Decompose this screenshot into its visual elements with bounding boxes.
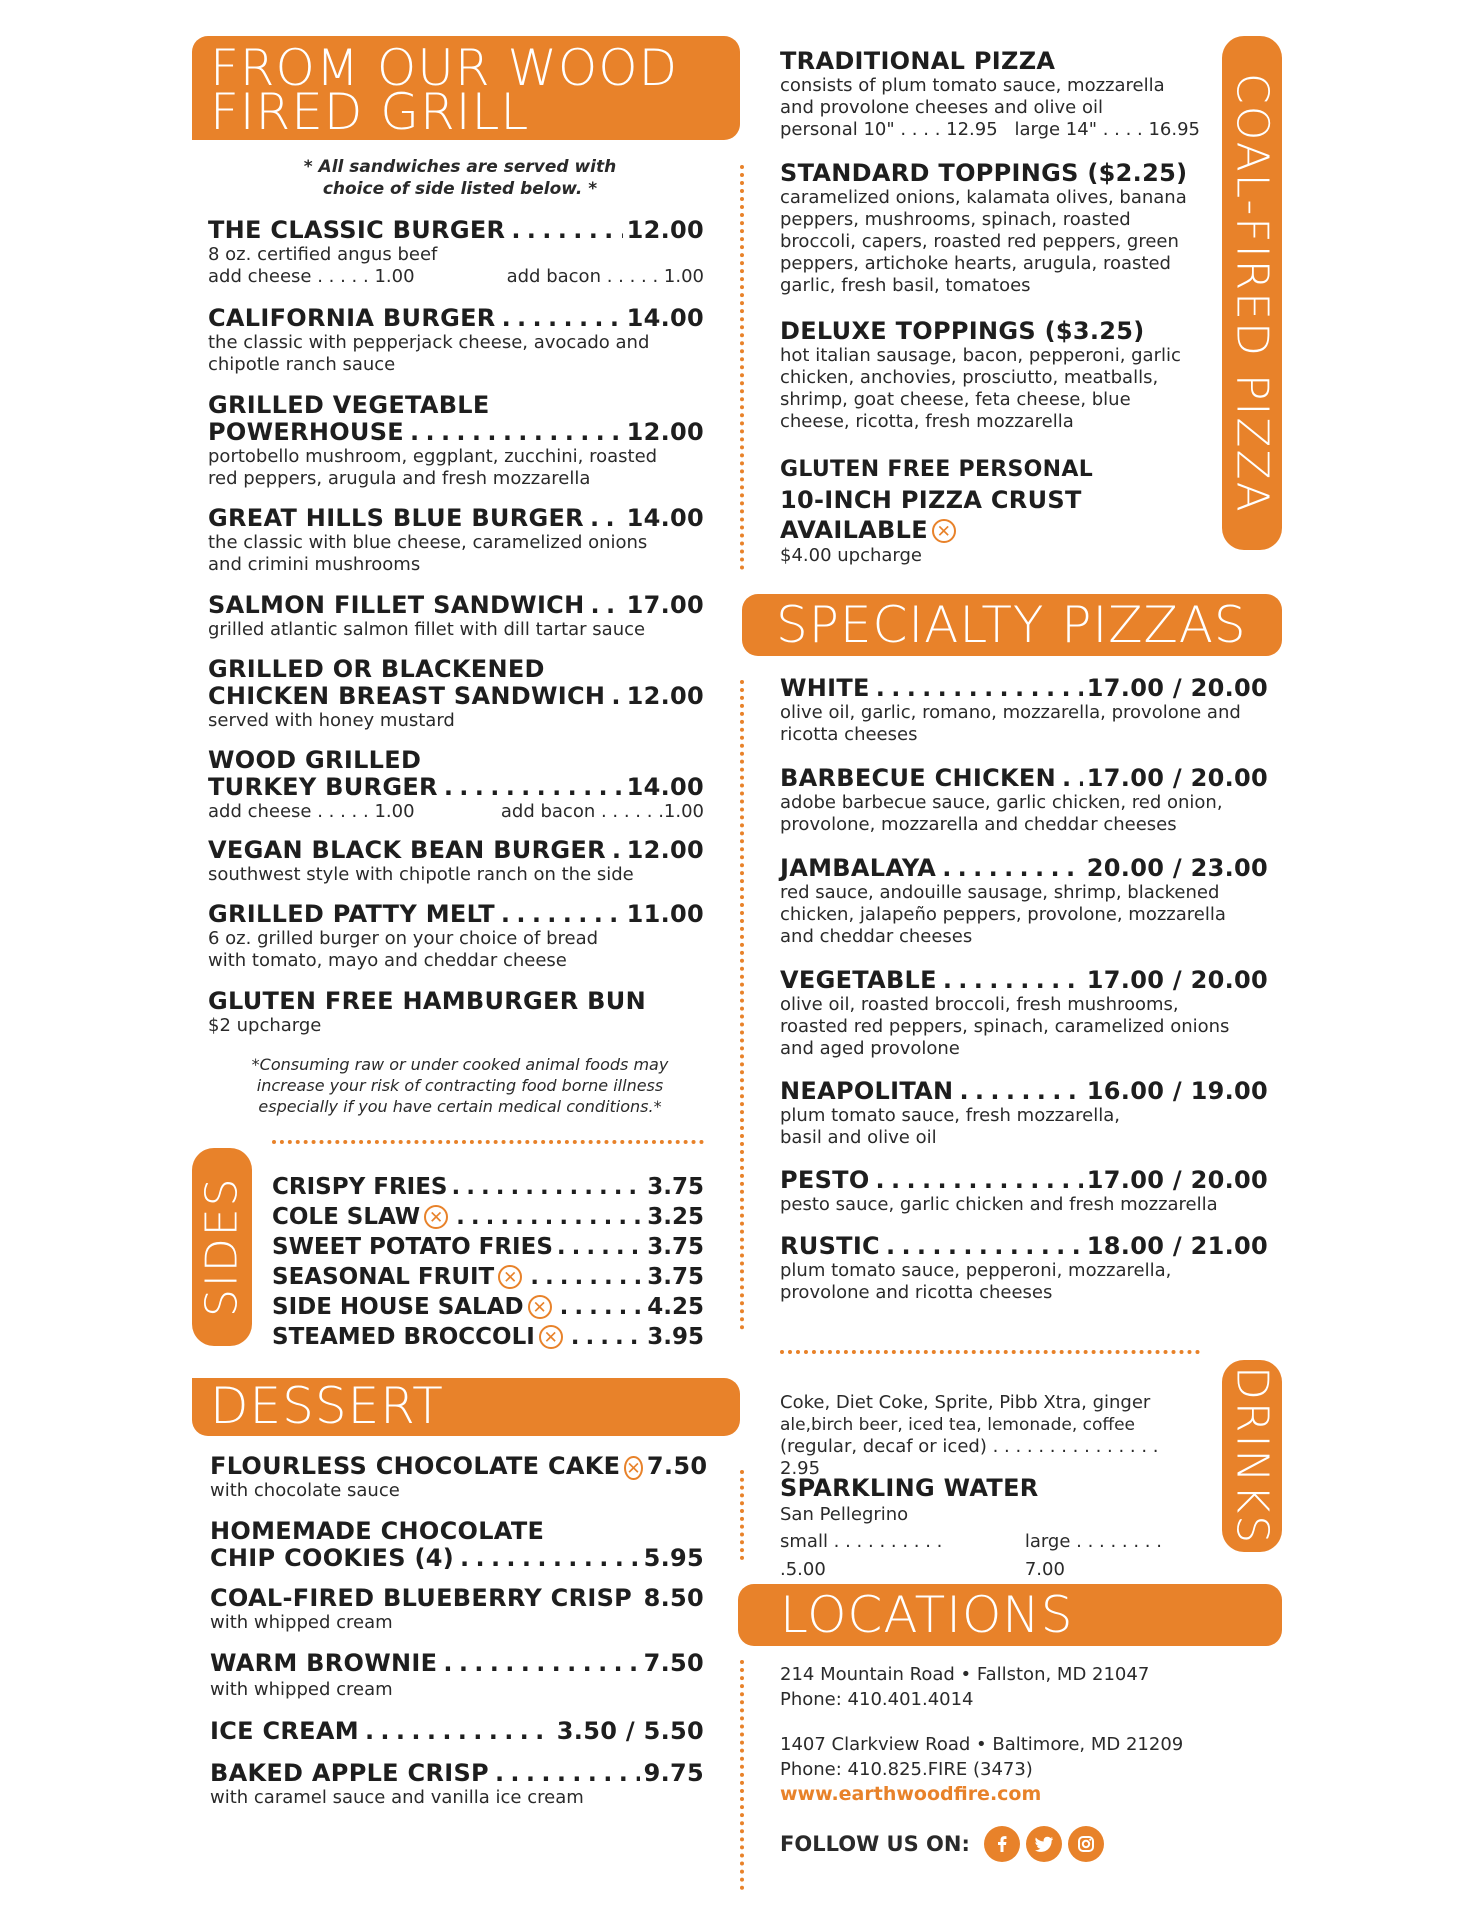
item-price: 7.50 <box>646 1452 708 1480</box>
instagram-icon[interactable] <box>1068 1826 1104 1862</box>
item-desc: consists of plum tomato sauce, mozzarella <box>780 75 1165 96</box>
item-name: AVAILABLE <box>780 516 928 544</box>
item-desc: red sauce, andouille sausage, shrimp, blackened <box>780 882 1220 903</box>
item-price: 8.50 <box>643 1584 704 1612</box>
dessert-ice-cream <box>210 1718 704 1745</box>
grill-title-line2: FIRED GRILL <box>210 83 530 141</box>
drinks-sparkling-water <box>780 1475 1200 1584</box>
item-desc: shrimp, goat cheese, feta cheese, blue <box>780 389 1131 410</box>
item-desc: the classic with blue cheese, caramelized onions <box>208 532 648 553</box>
dessert-brownie <box>210 1650 704 1701</box>
location-phone: Phone: 410.401.4014 <box>780 1689 974 1710</box>
item-desc: with whipped cream <box>210 1679 393 1700</box>
warning-line: increase your risk of contracting food borne illness <box>256 1076 664 1095</box>
item-desc: 6 oz. grilled burger on your choice of bread <box>208 928 599 949</box>
grill-banner <box>192 36 740 140</box>
side-name: CRISPY FRIES <box>272 1174 448 1200</box>
menu-item-gf-bun <box>208 988 704 1037</box>
item-price: 12.00 <box>626 682 704 710</box>
item-desc: adobe barbecue sauce, garlic chicken, red onion, <box>780 792 1223 813</box>
item-desc: basil and olive oil <box>780 1127 937 1148</box>
side-item <box>272 1322 704 1352</box>
grill-note-line2: choice of side listed below. * <box>322 179 598 199</box>
location-baltimore <box>780 1732 1220 1807</box>
raw-food-warning <box>210 1054 710 1117</box>
gf-available-line <box>780 515 1200 545</box>
item-extra-left: add cheese . . . . . 1.00 <box>208 801 415 822</box>
item-price: 3.50 / 5.50 <box>556 1717 704 1745</box>
menu-item-vegan-burger <box>208 837 704 886</box>
sides-title: SIDES <box>196 1176 248 1318</box>
pizza-standard-toppings <box>780 160 1200 297</box>
item-desc: and crimini mushrooms <box>208 554 421 575</box>
item-price: 17.00 <box>626 591 704 619</box>
item-price: 20.00 / 23.00 <box>1086 854 1268 882</box>
item-extra-left: add cheese . . . . . 1.00 <box>208 266 415 287</box>
grill-title-line1: FROM OUR WOOD <box>210 39 679 97</box>
menu-item-california-burger <box>208 305 704 376</box>
side-price: 4.25 <box>647 1294 704 1320</box>
item-price: 14.00 <box>626 304 704 332</box>
item-desc: Coke, Diet Coke, Sprite, Pibb Xtra, ginger <box>780 1392 1151 1413</box>
item-desc: cheese, ricotta, fresh mozzarella <box>780 411 1074 432</box>
item-desc: pesto sauce, garlic chicken and fresh mozzarella <box>780 1194 1218 1215</box>
item-desc: with whipped cream <box>210 1612 393 1633</box>
item-desc: chicken, jalapeño peppers, provolone, mozzarella <box>780 904 1226 925</box>
menu-item-chicken-breast <box>208 656 704 732</box>
menu-item-turkey-burger <box>208 747 704 823</box>
follow-label: FOLLOW US ON: <box>780 1832 970 1856</box>
item-desc: peppers, mushrooms, spinach, roasted <box>780 209 1131 230</box>
item-price: 17.00 / 20.00 <box>1086 1166 1268 1194</box>
item-name: STANDARD TOPPINGS ($2.25) <box>780 159 1188 187</box>
location-address: 214 Mountain Road • Fallston, MD 21047 <box>780 1664 1150 1685</box>
specialty-rustic <box>780 1233 1268 1304</box>
item-price: 5.95 <box>643 1544 704 1572</box>
dessert-title: DESSERT <box>210 1377 444 1435</box>
item-name: VEGETABLE <box>780 966 937 994</box>
item-desc: roasted red peppers, spinach, caramelized onions <box>780 1016 1230 1037</box>
website-link[interactable]: www.earthwoodfire.com <box>780 1783 1042 1805</box>
item-extra-left: personal 10" . . . . 12.95 <box>780 119 998 140</box>
item-price: 11.00 <box>626 900 704 928</box>
sides-banner <box>192 1148 252 1346</box>
side-price: 3.75 <box>647 1264 704 1290</box>
follow-us <box>780 1826 1104 1862</box>
side-item <box>272 1262 704 1292</box>
item-name: GREAT HILLS BLUE BURGER <box>208 504 584 532</box>
item-desc: and cheddar cheeses <box>780 926 973 947</box>
item-desc: garlic, fresh basil, tomatoes <box>780 275 1031 296</box>
menu-item-salmon <box>208 592 704 641</box>
item-desc: broccoli, capers, roasted red peppers, green <box>780 231 1179 252</box>
dessert-blueberry-crisp <box>210 1585 704 1634</box>
item-name: SPARKLING WATER <box>780 1474 1039 1502</box>
grill-note <box>210 156 710 200</box>
gluten-free-icon: ✕ <box>528 1295 552 1319</box>
side-name: STEAMED BROCCOLI <box>272 1324 535 1350</box>
dessert-cookies <box>210 1518 704 1572</box>
item-name: POWERHOUSE <box>208 418 404 446</box>
item-price: 18.00 / 21.00 <box>1086 1232 1268 1260</box>
item-desc: chicken, anchovies, prosciutto, meatballs, <box>780 367 1159 388</box>
item-desc: red peppers, arugula and fresh mozzarella <box>208 468 591 489</box>
item-desc: peppers, artichoke hearts, arugula, roasted <box>780 253 1171 274</box>
item-desc: with tomato, mayo and cheddar cheese <box>208 950 567 971</box>
menu-item-great-hills <box>208 505 704 576</box>
item-desc: olive oil, roasted broccoli, fresh mushrooms, <box>780 994 1179 1015</box>
locations-title: LOCATIONS <box>780 1586 1074 1644</box>
item-desc: hot italian sausage, bacon, pepperoni, garlic <box>780 345 1181 366</box>
item-desc: served with honey mustard <box>208 710 455 731</box>
item-price: 12.00 <box>626 836 704 864</box>
side-price: 3.75 <box>647 1234 704 1260</box>
menu-item-grilled-vegetable <box>208 392 704 490</box>
facebook-icon[interactable] <box>984 1826 1020 1862</box>
item-desc: (regular, decaf or iced) . . . . . . . . . . . . . . . 2.95 <box>780 1436 1159 1479</box>
item-price: 12.00 <box>626 216 704 244</box>
item-name: GRILLED OR BLACKENED <box>208 655 545 683</box>
twitter-icon[interactable] <box>1026 1826 1062 1862</box>
side-name: SIDE HOUSE SALAD <box>272 1294 524 1320</box>
item-name: SALMON FILLET SANDWICH <box>208 591 585 619</box>
specialty-white <box>780 675 1268 746</box>
dessert-apple-crisp <box>210 1760 704 1809</box>
specialty-banner <box>742 594 1282 656</box>
item-desc: caramelized onions, kalamata olives, banana <box>780 187 1187 208</box>
item-name: ICE CREAM <box>210 1717 359 1745</box>
location-fallston <box>780 1662 1220 1712</box>
item-name: GRILLED PATTY MELT <box>208 900 495 928</box>
item-extra-right: add bacon . . . . . 1.00 <box>506 266 704 287</box>
dessert-banner <box>192 1378 740 1436</box>
pizza-banner <box>1222 36 1282 550</box>
item-name: HOMEMADE CHOCOLATE <box>210 1517 545 1545</box>
item-name: NEAPOLITAN <box>780 1077 954 1105</box>
gluten-free-icon: ✕ <box>424 1205 448 1229</box>
gluten-free-icon: ✕ <box>932 519 956 543</box>
gluten-free-icon: ✕ <box>624 1456 643 1480</box>
item-desc: with chocolate sauce <box>210 1480 400 1501</box>
item-extra-right: add bacon . . . . . .1.00 <box>500 801 704 822</box>
item-price: 9.75 <box>643 1759 704 1787</box>
item-desc: chipotle ranch sauce <box>208 354 396 375</box>
warning-line: *Consuming raw or under cooked animal foods may <box>251 1055 669 1074</box>
item-name: THE CLASSIC BURGER <box>208 216 506 244</box>
side-item <box>272 1172 704 1202</box>
side-item <box>272 1292 704 1322</box>
specialty-barbecue-chicken <box>780 765 1268 836</box>
item-desc: grilled atlantic salmon fillet with dill tartar sauce <box>208 619 646 640</box>
warning-line: especially if you have certain medical conditions.* <box>258 1097 662 1116</box>
item-desc: ale,birch beer, iced tea, lemonade, coffee <box>780 1415 1136 1435</box>
divider <box>272 1140 704 1144</box>
pizza-traditional <box>780 48 1200 141</box>
side-name: SWEET POTATO FRIES <box>272 1234 553 1260</box>
side-name: SEASONAL FRUIT <box>272 1264 495 1290</box>
item-name: GRILLED VEGETABLE <box>208 391 490 419</box>
item-name: CHICKEN BREAST SANDWICH <box>208 682 606 710</box>
side-price: 3.75 <box>647 1174 704 1200</box>
sides-list <box>272 1172 704 1352</box>
item-desc: olive oil, garlic, romano, mozzarella, provolone and <box>780 702 1241 723</box>
pizza-gluten-free-crust <box>780 455 1200 567</box>
item-price: 17.00 / 20.00 <box>1086 674 1268 702</box>
gluten-free-icon: ✕ <box>539 1325 563 1349</box>
item-name: PESTO <box>780 1166 870 1194</box>
column-divider <box>740 1660 744 1890</box>
item-price: 14.00 <box>626 504 704 532</box>
item-price: 16.00 / 19.00 <box>1086 1077 1268 1105</box>
item-desc: provolone and ricotta cheeses <box>780 1282 1053 1303</box>
item-name: CHIP COOKIES (4) <box>210 1544 454 1572</box>
item-name: GLUTEN FREE HAMBURGER BUN <box>208 987 646 1015</box>
item-desc: with caramel sauce and vanilla ice cream <box>210 1787 584 1808</box>
side-item <box>272 1202 704 1232</box>
item-name: GLUTEN FREE PERSONAL <box>780 457 1094 482</box>
specialty-neapolitan <box>780 1078 1268 1149</box>
item-desc: the classic with pepperjack cheese, avocado and <box>208 332 650 353</box>
menu-item-patty-melt <box>208 901 704 972</box>
item-desc: southwest style with chipotle ranch on the side <box>208 864 634 885</box>
side-price: 3.95 <box>647 1324 704 1350</box>
item-name: FLOURLESS CHOCOLATE CAKE <box>210 1452 621 1480</box>
drinks-sodas <box>780 1392 1200 1480</box>
location-address: 1407 Clarkview Road • Baltimore, MD 21209 <box>780 1734 1184 1755</box>
item-desc: and aged provolone <box>780 1038 960 1059</box>
item-price: 7.50 <box>643 1649 704 1677</box>
column-divider <box>740 680 744 1330</box>
column-divider <box>740 165 744 570</box>
divider <box>780 1350 1200 1354</box>
item-desc: portobello mushroom, eggplant, zucchini, roasted <box>208 446 658 467</box>
specialty-pesto <box>780 1167 1268 1216</box>
item-desc: plum tomato sauce, fresh mozzarella, <box>780 1105 1120 1126</box>
item-desc: 8 oz. certified angus beef <box>208 244 438 265</box>
item-name: JAMBALAYA <box>780 854 937 882</box>
column-divider <box>740 1470 744 1560</box>
specialty-jambalaya <box>780 855 1268 948</box>
pizza-deluxe-toppings <box>780 318 1200 433</box>
item-desc: $4.00 upcharge <box>780 545 923 566</box>
pizza-title: COAL-FIRED PIZZA <box>1226 72 1278 514</box>
item-price: 12.00 <box>626 418 704 446</box>
specialty-title: SPECIALTY PIZZAS <box>776 596 1247 654</box>
item-name: BARBECUE CHICKEN <box>780 764 1057 792</box>
item-extra-right: large 14" . . . . 16.95 <box>1014 119 1200 140</box>
item-name: CALIFORNIA BURGER <box>208 304 496 332</box>
grill-note-line1: * All sandwiches are served with <box>303 157 617 177</box>
item-desc: $2 upcharge <box>208 1015 322 1036</box>
item-desc: and provolone cheeses and olive oil <box>780 97 1103 118</box>
side-price: 3.25 <box>647 1204 704 1230</box>
item-extra-right: large . . . . . . . . 7.00 <box>1024 1531 1162 1580</box>
item-name: TURKEY BURGER <box>208 773 438 801</box>
item-name: RUSTIC <box>780 1232 880 1260</box>
drinks-title: DRINKS <box>1226 1366 1278 1546</box>
item-name: DELUXE TOPPINGS ($3.25) <box>780 317 1145 345</box>
item-extra-left: small . . . . . . . . . . .5.00 <box>780 1531 943 1580</box>
item-name: VEGAN BLACK BEAN BURGER <box>208 836 606 864</box>
menu-item-classic-burger <box>208 217 704 288</box>
gluten-free-icon: ✕ <box>498 1265 522 1289</box>
side-item <box>272 1232 704 1262</box>
side-name: COLE SLAW <box>272 1204 421 1230</box>
drinks-banner <box>1222 1360 1282 1552</box>
locations-banner <box>738 1584 1282 1646</box>
item-price: 17.00 / 20.00 <box>1086 764 1268 792</box>
item-price: 17.00 / 20.00 <box>1086 966 1268 994</box>
item-price: 14.00 <box>626 773 704 801</box>
specialty-vegetable <box>780 967 1268 1060</box>
item-desc: plum tomato sauce, pepperoni, mozzarella, <box>780 1260 1172 1281</box>
item-name: WOOD GRILLED <box>208 746 422 774</box>
item-name: 10-INCH PIZZA CRUST <box>780 486 1082 514</box>
item-name: COAL-FIRED BLUEBERRY CRISP <box>210 1584 633 1612</box>
item-desc: San Pellegrino <box>780 1504 909 1525</box>
dessert-flourless-cake <box>210 1452 708 1502</box>
item-name: BAKED APPLE CRISP <box>210 1759 489 1787</box>
item-name: TRADITIONAL PIZZA <box>780 47 1056 75</box>
item-name: WARM BROWNIE <box>210 1649 438 1677</box>
item-desc: provolone, mozzarella and cheddar cheeses <box>780 814 1177 835</box>
location-phone: Phone: 410.825.FIRE (3473) <box>780 1759 1033 1780</box>
item-desc: ricotta cheeses <box>780 724 918 745</box>
item-name: WHITE <box>780 674 870 702</box>
